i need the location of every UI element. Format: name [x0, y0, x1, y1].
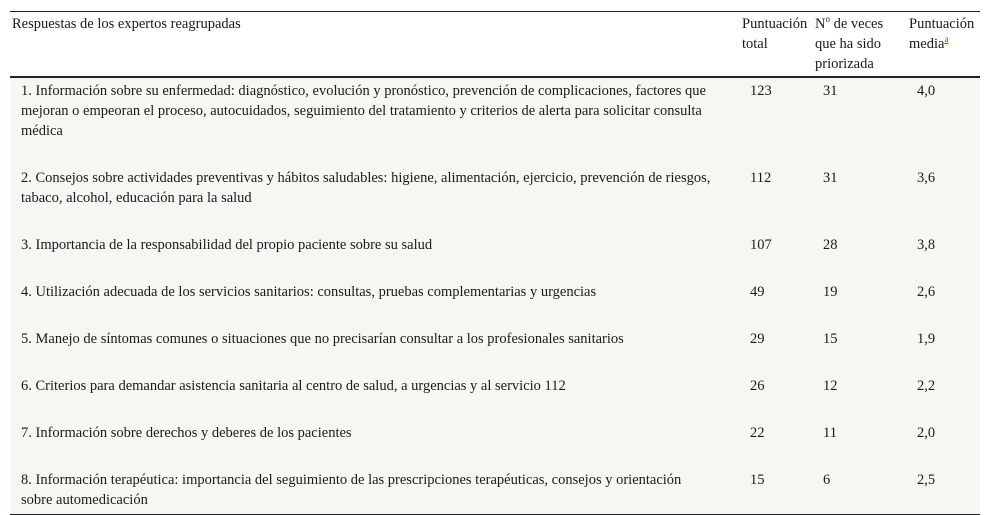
response-cell: 2. Consejos sobre actividades preventivas y hábitos saludables: higiene, alimentación, ejercicio, prevención de riesgos, tabaco, alcohol, educación para la salud — [10, 165, 740, 232]
expert-responses-table-container — [10, 11, 980, 515]
header-times-prefix: N — [815, 16, 826, 32]
mean-score-cell: 3,6 — [907, 165, 980, 232]
mean-score-cell: 2,5 — [907, 467, 980, 515]
table-row — [10, 326, 980, 373]
total-score-cell: 29 — [740, 326, 813, 373]
times-prioritized-cell: 11 — [813, 420, 907, 467]
table-row — [10, 232, 980, 279]
total-score-cell: 26 — [740, 373, 813, 420]
mean-score-cell: 2,6 — [907, 279, 980, 326]
table-row — [10, 165, 980, 232]
mean-score-cell: 1,9 — [907, 326, 980, 373]
total-score-cell: 123 — [740, 77, 813, 165]
header-mean-score — [907, 12, 980, 78]
total-score-cell: 22 — [740, 420, 813, 467]
table-row — [10, 373, 980, 420]
times-prioritized-cell: 31 — [813, 165, 907, 232]
total-score-cell: 15 — [740, 467, 813, 515]
table-row — [10, 420, 980, 467]
response-cell: 6. Criterios para demandar asistencia sanitaria al centro de salud, a urgencias y al servicio 112 — [10, 373, 740, 420]
table-row — [10, 467, 980, 515]
times-prioritized-cell: 6 — [813, 467, 907, 515]
header-times-prioritized — [813, 12, 907, 78]
total-score-cell: 112 — [740, 165, 813, 232]
mean-score-cell: 2,2 — [907, 373, 980, 420]
footnote-a-link[interactable]: a — [944, 34, 949, 44]
table-body — [10, 77, 980, 515]
header-row — [10, 12, 980, 78]
times-prioritized-cell: 12 — [813, 373, 907, 420]
header-times-superscript: o — [825, 14, 830, 24]
times-prioritized-cell: 31 — [813, 77, 907, 165]
expert-responses-table — [10, 11, 980, 515]
header-times-suffix: de veces que ha sido priorizada — [815, 16, 884, 72]
header-mean-label: Puntuación media — [909, 16, 975, 52]
total-score-cell: 107 — [740, 232, 813, 279]
times-prioritized-cell: 15 — [813, 326, 907, 373]
response-cell: 4. Utilización adecuada de los servicios sanitarios: consultas, pruebas complementarias y urgencias — [10, 279, 740, 326]
table-header — [10, 12, 980, 78]
mean-score-cell: 2,0 — [907, 420, 980, 467]
times-prioritized-cell: 28 — [813, 232, 907, 279]
header-total-score: Puntuación total — [740, 12, 813, 78]
mean-score-cell: 4,0 — [907, 77, 980, 165]
table-row — [10, 77, 980, 165]
table-row — [10, 279, 980, 326]
total-score-cell: 49 — [740, 279, 813, 326]
header-responses: Respuestas de los expertos reagrupadas — [10, 12, 740, 78]
times-prioritized-cell: 19 — [813, 279, 907, 326]
response-cell: 1. Información sobre su enfermedad: diagnóstico, evolución y pronóstico, prevención de complicaciones, factores que mejoran o empeoran el proceso, autocuidados, seguimiento del tratamiento y criterios de alerta para solicitar consulta médica — [10, 77, 740, 165]
response-cell: 5. Manejo de síntomas comunes o situaciones que no precisarían consultar a los profesionales sanitarios — [10, 326, 740, 373]
mean-score-cell: 3,8 — [907, 232, 980, 279]
response-cell: 3. Importancia de la responsabilidad del propio paciente sobre su salud — [10, 232, 740, 279]
response-cell: 8. Información terapéutica: importancia del seguimiento de las prescripciones terapéuticas, consejos y orientación sobre automedicación — [10, 467, 740, 515]
response-cell: 7. Información sobre derechos y deberes de los pacientes — [10, 420, 740, 467]
